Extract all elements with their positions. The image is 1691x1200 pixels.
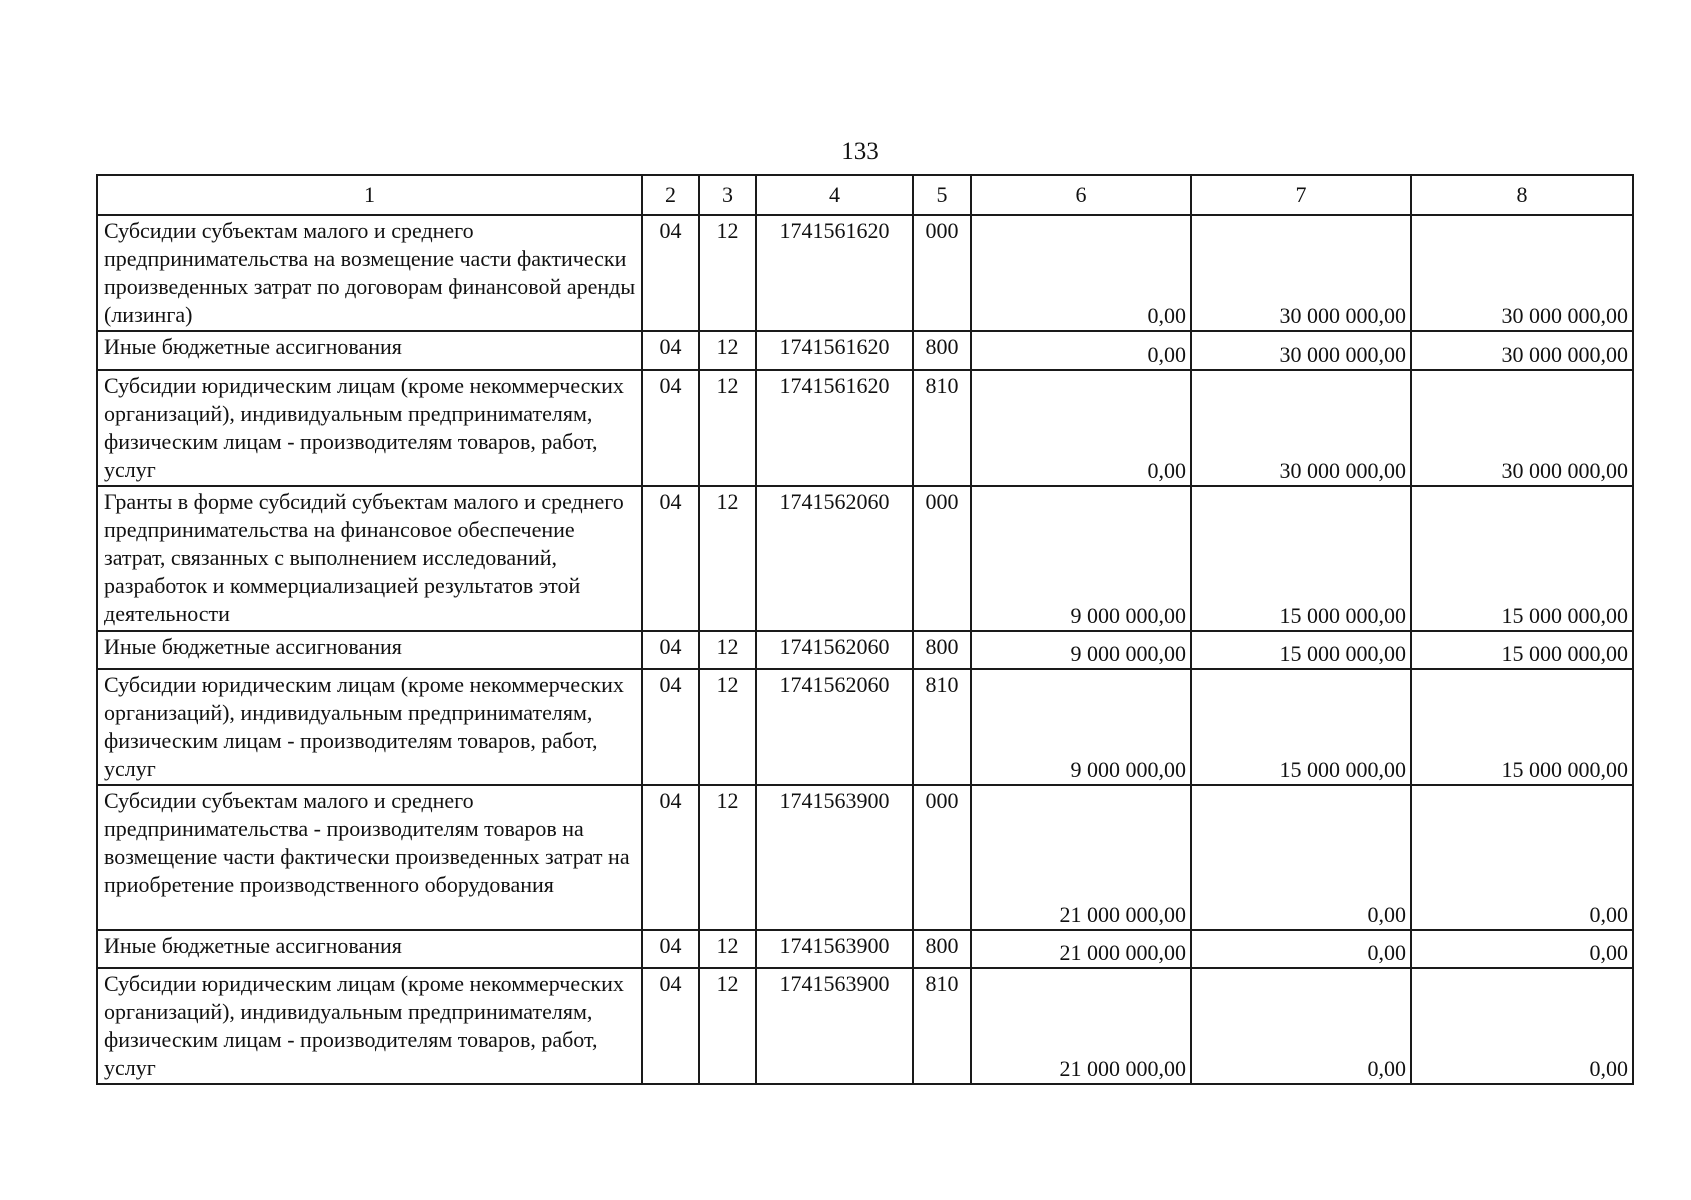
subsection-code: 12 — [699, 631, 756, 669]
column-header: 1 — [97, 175, 642, 215]
amount-col6: 0,00 — [971, 370, 1191, 486]
table-header-row — [97, 175, 1633, 215]
amount-col7: 30 000 000,00 — [1191, 331, 1411, 370]
amount-col8: 30 000 000,00 — [1411, 331, 1633, 370]
subsection-code: 12 — [699, 486, 756, 631]
expense-type-code: 810 — [913, 968, 971, 1084]
section-code: 04 — [642, 486, 699, 631]
column-header: 3 — [699, 175, 756, 215]
section-code: 04 — [642, 631, 699, 669]
expense-type-code: 800 — [913, 331, 971, 370]
row-description: Иные бюджетные ассигнования — [97, 331, 642, 370]
amount-col6: 21 000 000,00 — [971, 785, 1191, 930]
amount-col6: 9 000 000,00 — [971, 631, 1191, 669]
section-code: 04 — [642, 785, 699, 930]
expense-type-code: 810 — [913, 370, 971, 486]
table-row — [97, 631, 1633, 669]
expense-type-code: 000 — [913, 215, 971, 331]
target-article-code: 1741562060 — [756, 486, 913, 631]
column-header: 2 — [642, 175, 699, 215]
expense-type-code: 800 — [913, 930, 971, 968]
amount-col8: 30 000 000,00 — [1411, 215, 1633, 331]
section-code: 04 — [642, 331, 699, 370]
row-description: Субсидии юридическим лицам (кроме некоммерческих организаций), индивидуальным предпринимателям, физическим лицам - производителям товаров, работ, услуг — [97, 370, 642, 486]
section-code: 04 — [642, 215, 699, 331]
row-description: Иные бюджетные ассигнования — [97, 930, 642, 968]
amount-col7: 0,00 — [1191, 785, 1411, 930]
amount-col8: 0,00 — [1411, 785, 1633, 930]
table-row — [97, 968, 1633, 1084]
column-header: 6 — [971, 175, 1191, 215]
amount-col7: 30 000 000,00 — [1191, 370, 1411, 486]
amount-col6: 9 000 000,00 — [971, 669, 1191, 785]
target-article-code: 1741563900 — [756, 968, 913, 1084]
table-row — [97, 930, 1633, 968]
subsection-code: 12 — [699, 930, 756, 968]
subsection-code: 12 — [699, 215, 756, 331]
amount-col8: 30 000 000,00 — [1411, 370, 1633, 486]
row-description: Субсидии субъектам малого и среднего предпринимательства - производителям товаров на возмещение части фактически произведенных затрат на приобретение производственного оборудования — [97, 785, 642, 930]
target-article-code: 1741561620 — [756, 331, 913, 370]
table-row — [97, 486, 1633, 631]
subsection-code: 12 — [699, 669, 756, 785]
subsection-code: 12 — [699, 331, 756, 370]
amount-col6: 21 000 000,00 — [971, 968, 1191, 1084]
table-row — [97, 785, 1633, 930]
table-row — [97, 370, 1633, 486]
amount-col7: 0,00 — [1191, 968, 1411, 1084]
table-row — [97, 331, 1633, 370]
section-code: 04 — [642, 930, 699, 968]
amount-col6: 9 000 000,00 — [971, 486, 1191, 631]
section-code: 04 — [642, 669, 699, 785]
row-description: Иные бюджетные ассигнования — [97, 631, 642, 669]
expense-type-code: 800 — [913, 631, 971, 669]
amount-col7: 15 000 000,00 — [1191, 486, 1411, 631]
target-article-code: 1741561620 — [756, 370, 913, 486]
amount-col8: 15 000 000,00 — [1411, 486, 1633, 631]
target-article-code: 1741562060 — [756, 631, 913, 669]
amount-col8: 0,00 — [1411, 930, 1633, 968]
column-header: 4 — [756, 175, 913, 215]
table-row — [97, 215, 1633, 331]
amount-col7: 15 000 000,00 — [1191, 669, 1411, 785]
amount-col6: 0,00 — [971, 331, 1191, 370]
column-header: 7 — [1191, 175, 1411, 215]
amount-col8: 15 000 000,00 — [1411, 669, 1633, 785]
budget-allocation-table — [96, 174, 1634, 1085]
section-code: 04 — [642, 968, 699, 1084]
amount-col7: 30 000 000,00 — [1191, 215, 1411, 331]
amount-col6: 0,00 — [971, 215, 1191, 331]
table-row — [97, 669, 1633, 785]
target-article-code: 1741563900 — [756, 785, 913, 930]
amount-col8: 0,00 — [1411, 968, 1633, 1084]
subsection-code: 12 — [699, 968, 756, 1084]
page-number: 133 — [841, 138, 879, 165]
row-description: Гранты в форме субсидий субъектам малого и среднего предпринимательства на финансовое обеспечение затрат, связанных с выполнением исследований, разработок и коммерциализацией результатов этой деятельности — [97, 486, 642, 631]
subsection-code: 12 — [699, 785, 756, 930]
expense-type-code: 810 — [913, 669, 971, 785]
section-code: 04 — [642, 370, 699, 486]
row-description: Субсидии юридическим лицам (кроме некоммерческих организаций), индивидуальным предпринимателям, физическим лицам - производителям товаров, работ, услуг — [97, 669, 642, 785]
expense-type-code: 000 — [913, 785, 971, 930]
subsection-code: 12 — [699, 370, 756, 486]
row-description: Субсидии субъектам малого и среднего предпринимательства на возмещение части фактически произведенных затрат по договорам финансовой аренды (лизинга) — [97, 215, 642, 331]
column-header: 5 — [913, 175, 971, 215]
amount-col8: 15 000 000,00 — [1411, 631, 1633, 669]
amount-col7: 15 000 000,00 — [1191, 631, 1411, 669]
target-article-code: 1741563900 — [756, 930, 913, 968]
row-description: Субсидии юридическим лицам (кроме некоммерческих организаций), индивидуальным предпринимателям, физическим лицам - производителям товаров, работ, услуг — [97, 968, 642, 1084]
amount-col7: 0,00 — [1191, 930, 1411, 968]
target-article-code: 1741561620 — [756, 215, 913, 331]
target-article-code: 1741562060 — [756, 669, 913, 785]
amount-col6: 21 000 000,00 — [971, 930, 1191, 968]
column-header: 8 — [1411, 175, 1633, 215]
expense-type-code: 000 — [913, 486, 971, 631]
